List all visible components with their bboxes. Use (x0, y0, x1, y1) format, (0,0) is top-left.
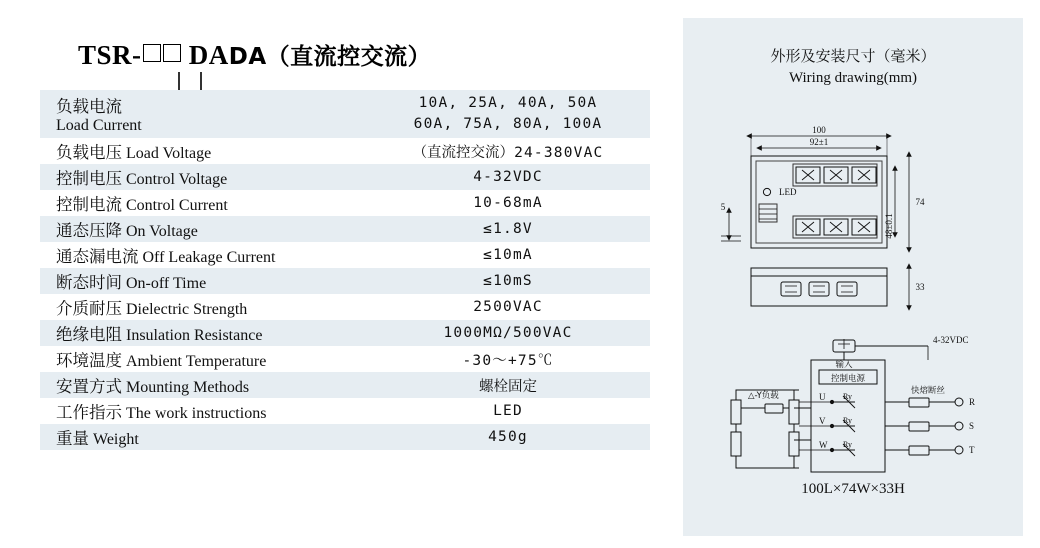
table-row (40, 164, 650, 190)
product-title-suffix: DA（直流控交流） (228, 44, 432, 70)
spec-label (40, 346, 366, 372)
spec-label (40, 216, 366, 242)
spec-label-cn: 控制电压 (56, 169, 122, 188)
spec-label-cn: 工作指示 (56, 403, 122, 422)
output-t-label: T (969, 445, 975, 455)
spec-value: LED (493, 403, 523, 419)
spec-value: ≤10mS (366, 268, 650, 294)
table-row (40, 346, 650, 372)
spec-label (40, 164, 366, 190)
spec-label-en: On-off Time (126, 275, 207, 292)
control-supply-label: 控制电源 (830, 374, 866, 384)
spec-value: 10-68mA (473, 195, 543, 211)
dim-edge: 5 (720, 202, 726, 212)
spec-label-cn: 负载电流 (56, 97, 122, 116)
spec-value: ≤10mA (483, 247, 533, 263)
phase-w-label: W (819, 440, 828, 450)
spec-label-en: Load Current (56, 117, 142, 134)
dim-depth: 33 (915, 282, 925, 292)
spec-label-en: Load Voltage (126, 145, 212, 162)
product-title-da: DA (188, 40, 229, 70)
spec-label-en: Mounting Methods (126, 379, 250, 396)
table-row (40, 242, 650, 268)
spec-label (40, 372, 366, 398)
spec-value-cjk: （直流控交流） (412, 144, 515, 161)
spec-label-en: Control Voltage (126, 171, 228, 188)
drawing-title-cn: 外形及安装尺寸（毫米） (770, 47, 936, 65)
table-row (40, 268, 650, 294)
spec-value: -30～+75℃ (462, 352, 554, 369)
spec-value: 450g (366, 424, 650, 450)
spec-value: ≤1.8V (366, 216, 650, 242)
spec-label-en: Ambient Temperature (126, 353, 267, 370)
spec-label-cn: 重量 (56, 429, 89, 448)
table-row (40, 398, 650, 424)
spec-label-cn: 控制电流 (56, 195, 122, 214)
spec-value (366, 138, 650, 164)
spec-label (40, 190, 366, 216)
spec-label (40, 294, 366, 320)
spec-label-cn: 绝缘电阻 (56, 325, 122, 344)
phase-u-label: U (819, 392, 826, 402)
spec-label-cn: 通态漏电流 (56, 247, 139, 266)
table-row (40, 138, 650, 164)
phase-v-label: V (819, 416, 826, 426)
spec-value (366, 372, 650, 398)
product-title (78, 38, 431, 71)
load-label: △-Y负载 (748, 391, 779, 401)
product-title-prefix: TSR- (78, 40, 142, 70)
drawing-footer: 100L×74W×33H (801, 481, 905, 497)
spec-label-cn: 负载电压 (56, 143, 122, 162)
spec-label-en: Off Leakage Current (142, 249, 276, 266)
spec-value-line1: 10A, 25A, 40A, 50A (418, 94, 598, 111)
table-row (40, 424, 650, 450)
output-r-label: R (969, 397, 976, 407)
dim-height-total: 74 (915, 197, 925, 207)
dim-width-total: 100 (812, 125, 826, 135)
spec-value-text: 24-380VAC (514, 144, 604, 161)
spec-label (40, 268, 366, 294)
spec-value: 4-32VDC (366, 164, 650, 190)
spec-label (40, 90, 366, 138)
dimension-drawing (693, 108, 1013, 498)
checkbox-placeholder-icon (163, 44, 181, 62)
led-label: LED (779, 187, 797, 197)
spec-label-en: The work instructions (126, 405, 267, 422)
spec-label (40, 320, 366, 346)
dim-width-inner: 92±1 (809, 137, 829, 147)
spec-label (40, 424, 366, 450)
spec-label-en: Dielectric Strength (126, 301, 248, 318)
relay-label: Ry (843, 392, 853, 401)
output-s-label: S (969, 421, 975, 431)
drawing-panel (683, 18, 1023, 536)
spec-label (40, 398, 366, 424)
drawing-title (683, 46, 1023, 90)
spec-label-cn: 通态压降 (56, 221, 122, 240)
dim-height-inner: 48±0.1 (884, 213, 894, 239)
spec-label-en: Control Current (126, 197, 228, 214)
table-row (40, 372, 650, 398)
spec-label-en: On Voltage (126, 223, 198, 240)
specifications-table (40, 90, 650, 450)
spec-label (40, 138, 366, 164)
fuse-label: 快熔断丝 (911, 386, 946, 396)
spec-value-line2: 60A, 75A, 80A, 100A (413, 116, 603, 132)
spec-label-cn: 断态时间 (56, 273, 122, 292)
table-row (40, 320, 650, 346)
spec-value (366, 90, 650, 138)
input-voltage-label: 4-32VDC (933, 335, 969, 345)
spec-value-cjk: 螺栓固定 (479, 378, 537, 395)
spec-label-cn: 环境温度 (56, 351, 122, 370)
table-row (40, 190, 650, 216)
spec-value: 2500VAC (473, 299, 543, 315)
spec-label-en: Weight (93, 431, 139, 448)
spec-label-en: Insulation Resistance (126, 327, 263, 344)
input-label: 输入 (835, 360, 853, 370)
spec-label (40, 242, 366, 268)
relay-label: Ry (843, 416, 853, 425)
checkbox-placeholder-icon (143, 44, 161, 62)
relay-label: Ry (843, 440, 853, 449)
drawing-title-en: Wiring drawing(mm) (788, 69, 918, 86)
spec-label-cn: 介质耐压 (56, 299, 122, 318)
spec-label-cn: 安置方式 (56, 377, 122, 396)
spec-value: 1000MΩ/500VAC (366, 320, 650, 346)
table-row (40, 90, 650, 138)
table-row (40, 216, 650, 242)
table-row (40, 294, 650, 320)
